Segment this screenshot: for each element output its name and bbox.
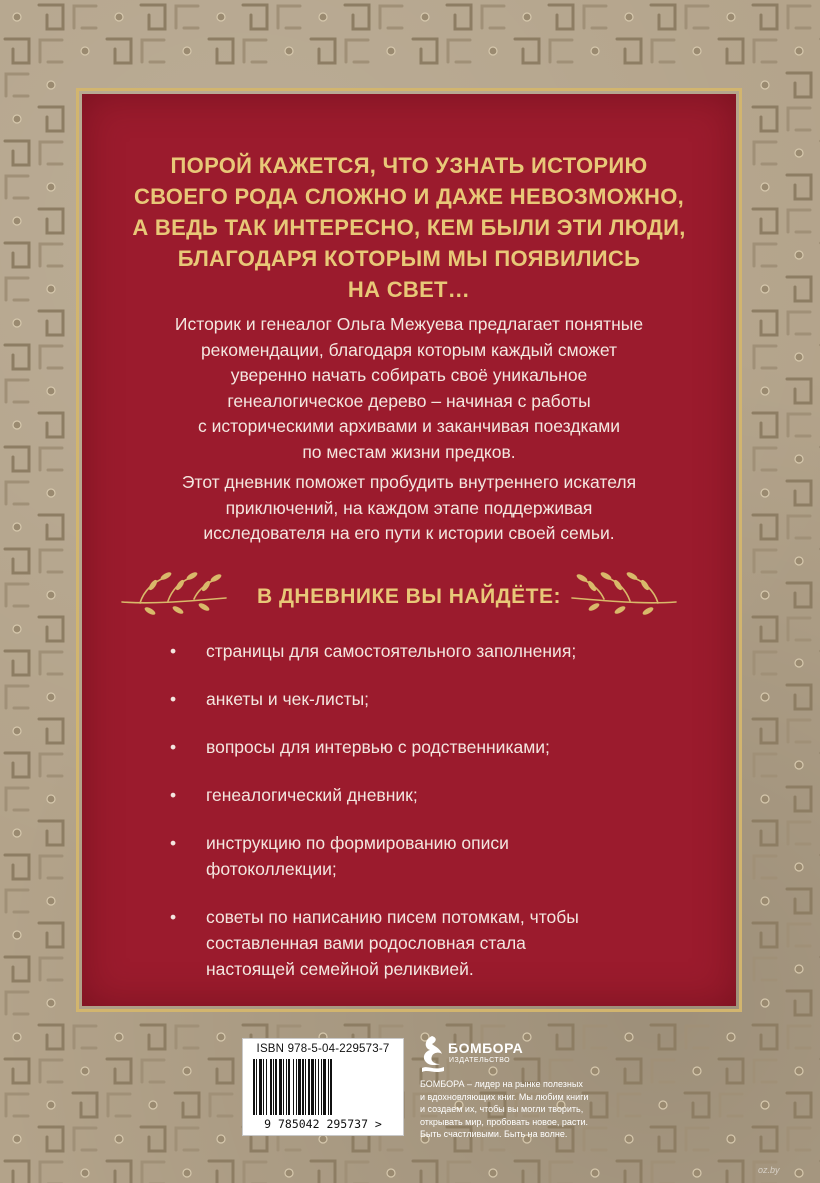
- paragraph-line: Этот дневник поможет пробудить внутреннего искателя: [181, 472, 637, 492]
- barcode-digits: 9 785042 295737 >: [264, 1117, 382, 1131]
- headline-line: БЛАГОДАРЯ КОТОРЫМ МЫ ПОЯВИЛИСЬ: [177, 246, 641, 271]
- bullet-icon: •: [170, 737, 177, 757]
- paragraph-line: рекомендации, благодаря которым каждый сможет: [200, 339, 618, 360]
- publisher-description-line: Быть счастливыми. Быть на волне.: [420, 1129, 568, 1139]
- headline-line: СВОЕГО РОДА СЛОЖНО И ДАЖЕ НЕВОЗМОЖНО,: [133, 184, 685, 209]
- publisher-subtitle: ИЗДАТЕЛЬСТВО: [449, 1057, 511, 1064]
- list-item-text: инструкцию по формированию описи: [206, 833, 509, 853]
- headline-line: ПОРОЙ КАЖЕТСЯ, ЧТО УЗНАТЬ ИСТОРИЮ: [170, 153, 648, 178]
- list-item: [170, 904, 710, 982]
- list-item: [170, 638, 710, 664]
- list-item-text: фотоколлекции;: [206, 859, 337, 879]
- paragraph-line: приключений, на каждом этапе поддерживая: [225, 497, 593, 518]
- description-paragraph-2: [100, 470, 718, 547]
- list-item: [170, 734, 710, 760]
- headline-line: А ВЕДЬ ТАК ИНТЕРЕСНО, КЕМ БЫЛИ ЭТИ ЛЮДИ,: [132, 215, 686, 240]
- paragraph-line: по местам жизни предков.: [302, 441, 516, 462]
- list-item-text: настоящей семейной реликвией.: [206, 959, 474, 979]
- isbn-number: ISBN 978-5-04-229573-7: [256, 1043, 390, 1055]
- paragraph-line: уверенно начать собирать своё уникальное: [230, 365, 588, 385]
- paragraph-line: Историк и генеалог Ольга Межуева предлагает понятные: [174, 314, 644, 334]
- publisher-description-line: БОМБОРА – лидер на рынке полезных: [420, 1079, 583, 1089]
- headline: [82, 150, 736, 305]
- contents-list: [170, 638, 710, 1004]
- list-item: [170, 782, 710, 808]
- paragraph-line: исследователя на его пути к истории своей семьи.: [203, 523, 615, 543]
- isbn-barcode: [242, 1038, 404, 1136]
- list-item: [170, 830, 710, 882]
- publisher-name: БОМБОРА: [448, 1040, 524, 1056]
- barcode-bars: [251, 1059, 395, 1117]
- publisher-description: [420, 1078, 620, 1141]
- list-item-text: генеалогический дневник;: [206, 785, 418, 805]
- list-item-text: советы по написанию писем потомкам, чтобы: [206, 907, 579, 927]
- publisher-description-line: и вдохновляющих книг. Мы любим книги: [420, 1091, 589, 1102]
- headline-line: НА СВЕТ…: [347, 277, 471, 302]
- bullet-icon: •: [170, 689, 177, 709]
- list-item-text: составленная вами родословная стала: [206, 933, 526, 953]
- bullet-icon: •: [170, 641, 177, 661]
- bullet-icon: •: [170, 785, 177, 805]
- contents-heading: В ДНЕВНИКЕ ВЫ НАЙДЁТЕ:: [256, 585, 562, 608]
- list-item-text: вопросы для интервью с родственниками;: [206, 737, 550, 757]
- laurel-branch-right-icon: [568, 568, 678, 624]
- publisher-description-line: открывать мир, пробовать новое, расти.: [420, 1116, 589, 1127]
- paragraph-line: с историческими архивами и заканчивая поездками: [197, 416, 621, 436]
- list-item-text: страницы для самостоятельного заполнения;: [206, 641, 577, 661]
- bombora-wave-logo-icon: [420, 1034, 446, 1074]
- bullet-icon: •: [170, 833, 177, 853]
- list-item: [170, 686, 710, 712]
- bullet-icon: •: [170, 907, 177, 927]
- list-item-text: анкеты и чек-листы;: [206, 689, 370, 709]
- watermark: oz.by: [758, 1165, 780, 1175]
- paragraph-line: генеалогическое дерево – начиная с работы: [227, 390, 591, 411]
- description-paragraph-1: [100, 312, 718, 465]
- publisher-description-line: и создаем их, чтобы вы могли творить,: [420, 1104, 584, 1114]
